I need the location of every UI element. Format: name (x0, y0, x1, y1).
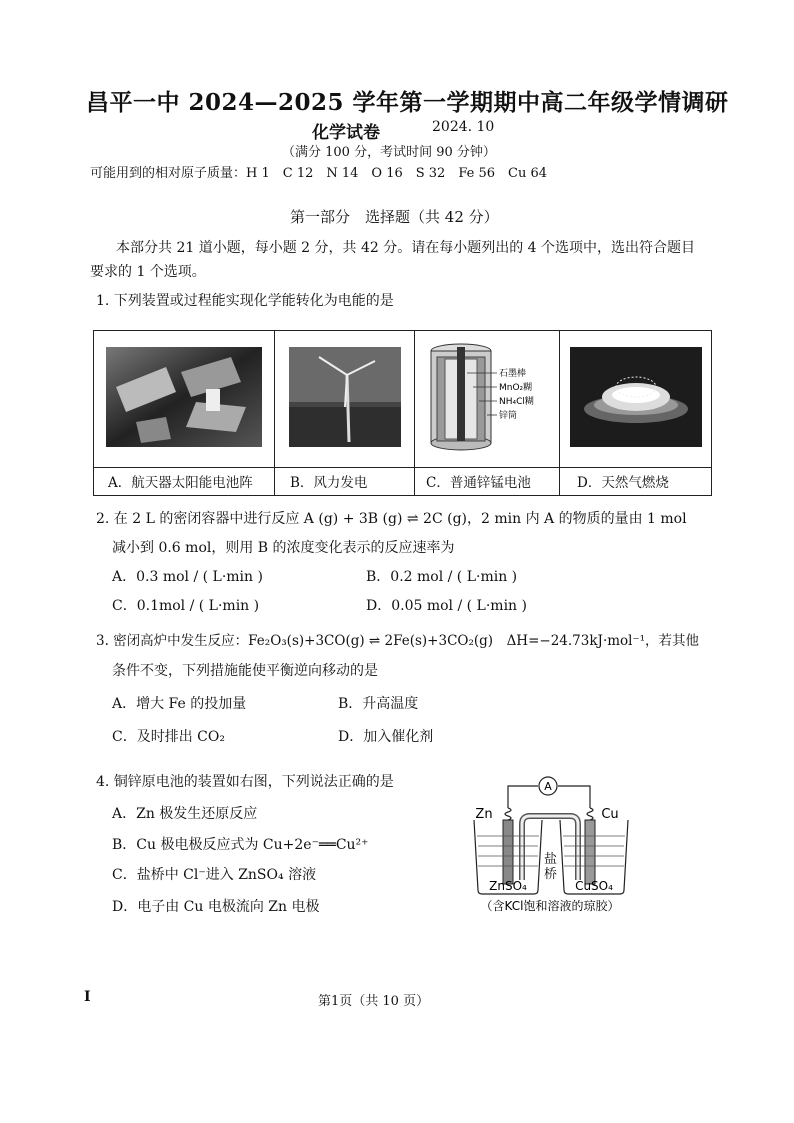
exam-info: （满分 100 分，考试时间 90 分钟） (282, 145, 496, 160)
q3-option-b[interactable]: B．升高温度 (338, 696, 419, 712)
q2-stem-line2: 减小到 0.6 mol，则用 B 的浓度变化表示的反应速率为 (112, 540, 455, 556)
footer-mark: I (84, 989, 91, 1005)
exam-subtitle: 化学试卷 (312, 123, 380, 143)
q3-option-c[interactable]: C．及时排出 CO₂ (112, 729, 225, 745)
znso4-label: ZnSO₄ (489, 879, 527, 893)
q1-stem: 1. 下列装置或过程能实现化学能转化为电能的是 (96, 293, 394, 309)
cuso4-label: CuSO₄ (575, 879, 613, 893)
ammeter-label: A (544, 780, 552, 793)
battery-label-mno2: MnO₂糊 (499, 383, 533, 393)
q2-option-d[interactable]: D．0.05 mol / ( L·min ) (366, 598, 527, 614)
zinc-manganese-battery-diagram (423, 341, 553, 453)
q4-option-b[interactable]: B．Cu 极电极反应式为 Cu+2e⁻══Cu²⁺ (112, 837, 369, 853)
q1-image-table (93, 330, 712, 496)
q3-stem-line2: 条件不变，下列措施能使平衡逆向移动的是 (112, 663, 378, 679)
section-intro-line2: 要求的 1 个选项。 (90, 264, 206, 280)
q4-option-c[interactable]: C．盐桥中 Cl⁻进入 ZnSO₄ 溶液 (112, 867, 317, 883)
q4-option-d[interactable]: D．电子由 Cu 电极流向 Zn 电极 (112, 899, 320, 915)
q3-option-d[interactable]: D．加入催化剂 (338, 729, 434, 745)
q1-option-b[interactable]: B．风力发电 (290, 475, 368, 491)
exam-date: 2024. 10 (432, 119, 495, 135)
q2-stem-line1: 2. 在 2 L 的密闭容器中进行反应 A (g) + 3B (g) ⇌ 2C (g)，2 min 内 A 的物质的量由 1 mol (96, 511, 687, 527)
q4-option-a[interactable]: A．Zn 极发生还原反应 (112, 806, 258, 822)
battery-label-graphite: 石墨棒 (499, 369, 527, 379)
zn-electrode-label: Zn (475, 807, 493, 822)
battery-label-zinc-can: 锌筒 (499, 411, 518, 421)
q1-option-c[interactable]: C．普通锌锰电池 (426, 475, 531, 491)
q4-stem: 4. 铜锌原电池的装置如右图，下列说法正确的是 (96, 774, 394, 790)
section-intro-line1: 本部分共 21 道小题，每小题 2 分，共 42 分。请在每小题列出的 4 个选项中，选出符合题目 (116, 240, 696, 256)
section-title: 第一部分 选择题（共 42 分） (290, 208, 499, 226)
q3-stem-line1: 3. 密闭高炉中发生反应：Fe₂O₃(s)+3CO(g) ⇌ 2Fe(s)+3CO₂(g) ΔH=−24.73kJ·mol⁻¹，若其他 (96, 633, 700, 649)
q1-option-d[interactable]: D．天然气燃烧 (577, 475, 669, 491)
wind-turbine-photo (289, 347, 401, 447)
battery-label-nh4cl: NH₄Cl糊 (499, 397, 534, 407)
exam-title: 昌平一中 2024—2025 学年第一学期期中高二年级学情调研 (86, 89, 729, 116)
q3-option-a[interactable]: A．增大 Fe 的投加量 (112, 696, 247, 712)
page-number: 第1页（共 10 页） (318, 994, 430, 1009)
solar-array-photo (106, 347, 262, 447)
atomic-masses: 可能用到的相对原子质量：H 1 C 12 N 14 O 16 S 32 Fe 56 Cu 64 (90, 166, 547, 181)
salt-bridge-label: 盐桥 (544, 852, 558, 882)
q1-option-a[interactable]: A．航天器太阳能电池阵 (108, 475, 253, 491)
galvanic-cell-diagram (468, 772, 648, 932)
cu-electrode-label: Cu (601, 807, 619, 822)
q2-option-c[interactable]: C．0.1mol / ( L·min ) (112, 598, 260, 614)
q2-option-a[interactable]: A．0.3 mol / ( L·min ) (112, 569, 263, 585)
gas-flame-photo (570, 347, 702, 447)
caption-text: （含KCl饱和溶液的琼胶） (480, 899, 620, 913)
q2-option-b[interactable]: B．0.2 mol / ( L·min ) (366, 569, 518, 585)
